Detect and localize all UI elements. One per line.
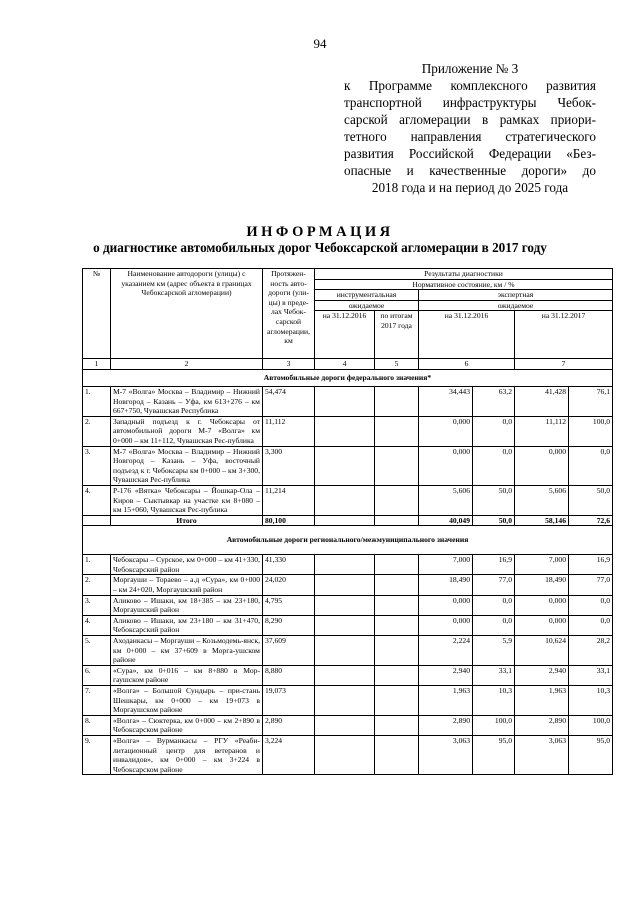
table-row [83, 665, 613, 685]
value-cell: 50,0 [569, 485, 613, 515]
value-cell: 10,624 [515, 636, 569, 666]
value-cell: 16,9 [473, 555, 515, 575]
section2-body [83, 555, 613, 775]
value-cell: 100,0 [569, 715, 613, 735]
road-length: 37,609 [263, 636, 315, 666]
empty-cell [315, 595, 375, 615]
row-number: 1. [83, 555, 111, 575]
empty-cell [315, 686, 375, 716]
road-length: 54,474 [263, 386, 315, 416]
value-cell: 0,000 [419, 416, 473, 446]
value-cell: 50,0 [473, 485, 515, 515]
empty-cell [315, 615, 375, 635]
value-cell: 0,0 [473, 595, 515, 615]
value-cell: 0,000 [515, 615, 569, 635]
total-value: 72,6 [569, 515, 613, 526]
table-row [83, 416, 613, 446]
road-length: 8,880 [263, 665, 315, 685]
road-name: Аходанкасы – Моргауши – Козьмодемь-янск, км 0+000 – км 37+609 в Морга-ушском районе [111, 636, 263, 666]
road-name: М-7 «Волга» Москва – Владимир – Нижний Новгород – Казань – Уфа, км 613+276 – км 667+750, Чувашская Республика [111, 386, 263, 416]
total-value: 40,049 [419, 515, 473, 526]
diagnostics-table [82, 268, 613, 775]
value-cell: 95,0 [473, 735, 515, 774]
row-number: 8. [83, 715, 111, 735]
empty-cell [315, 575, 375, 595]
value-cell: 16,9 [569, 555, 613, 575]
value-cell: 0,0 [569, 595, 613, 615]
value-cell: 1,963 [515, 686, 569, 716]
column-index: 6 [419, 359, 515, 370]
value-cell: 18,490 [419, 575, 473, 595]
empty-cell [315, 485, 375, 515]
row-number: 2. [83, 416, 111, 446]
value-cell: 77,0 [473, 575, 515, 595]
value-cell: 2,224 [419, 636, 473, 666]
row-number: 9. [83, 735, 111, 774]
value-cell: 2,890 [515, 715, 569, 735]
row-number: 3. [83, 446, 111, 485]
row-number: 5. [83, 636, 111, 666]
row-number: 7. [83, 686, 111, 716]
value-cell: 33,1 [569, 665, 613, 685]
document-subtitle: о диагностике автомобильных дорог Чебоксарской агломерации в 2017 году [93, 240, 547, 255]
appendix-heading: Приложение № 3 [421, 61, 519, 76]
value-cell: 5,9 [473, 636, 515, 666]
road-length: 11,214 [263, 485, 315, 515]
empty-cell [315, 386, 375, 416]
table-row [83, 715, 613, 735]
header-normative: Нормативное состояние, км / % [315, 279, 613, 290]
empty-cell [315, 735, 375, 774]
appendix-text [344, 77, 596, 196]
appendix-block [344, 60, 596, 196]
empty-cell [375, 416, 419, 446]
empty-cell [375, 446, 419, 485]
row-number: 2. [83, 575, 111, 595]
section-title: Автомобильные дороги федерального значения* [83, 369, 613, 386]
value-cell: 63,2 [473, 386, 515, 416]
section-title: Автомобильные дороги регионального/межмуниципального значения [83, 526, 613, 555]
header-instrumental: инструментальная [315, 290, 419, 301]
road-name: Аликово – Ишаки, км 23+180 – км 31+470, Чебоксарский район [111, 615, 263, 635]
empty-cell [375, 636, 419, 666]
row-number: 1. [83, 386, 111, 416]
header-date: на 31.12.2017 [515, 311, 613, 359]
empty-cell [375, 615, 419, 635]
value-cell: 3,063 [419, 735, 473, 774]
empty-cell [375, 715, 419, 735]
column-index: 4 [315, 359, 375, 370]
empty-cell [315, 715, 375, 735]
row-number: 4. [83, 615, 111, 635]
appendix-line: опасные и качественные дороги» до [344, 163, 596, 178]
total-label: Итого [111, 515, 263, 526]
row-number: 6. [83, 665, 111, 685]
value-cell: 11,112 [515, 416, 569, 446]
empty-cell [375, 686, 419, 716]
appendix-line: сарской агломерации в рамках приори- [344, 112, 596, 127]
header-expert: экспертная [419, 290, 613, 301]
empty-cell [375, 595, 419, 615]
table-row [83, 575, 613, 595]
header-date: на 31.12.2016 [419, 311, 515, 359]
column-index: 3 [263, 359, 315, 370]
section1-body [83, 386, 613, 515]
value-cell: 0,000 [419, 615, 473, 635]
empty-cell [315, 446, 375, 485]
total-value: 50,0 [473, 515, 515, 526]
column-index: 2 [111, 359, 263, 370]
value-cell: 7,000 [515, 555, 569, 575]
appendix-line: к Программе комплексного развития [344, 78, 596, 93]
header-results: Результаты диагностики [315, 269, 613, 280]
header-date: по итогам 2017 года [375, 311, 419, 359]
value-cell: 100,0 [473, 715, 515, 735]
table-row [83, 735, 613, 774]
header-date: на 31.12.2016 [315, 311, 375, 359]
road-name: М-7 «Волга» Москва – Владимир – Нижний Новгород – Казань – Уфа, восточный подъезд к г. Чебоксары км 0+000 – км 3+300, Чувашская Рес-публика [111, 446, 263, 485]
empty-cell [375, 386, 419, 416]
road-name: «Волга» – Большой Сундырь – при-стань Шешкары, км 0+000 – км 19+073 в Моргаушском районе [111, 686, 263, 716]
row-number: 3. [83, 595, 111, 615]
value-cell: 100,0 [569, 416, 613, 446]
value-cell: 5,606 [419, 485, 473, 515]
road-length: 24,020 [263, 575, 315, 595]
road-name: Западный подъезд к г. Чебоксары от автомобильной дороги М-7 «Волга» км 0+000 – км 11+112, Чувашская Рес-публика [111, 416, 263, 446]
road-name: «Сура», км 0+016 – км 8+880 в Мор-гаушском районе [111, 665, 263, 685]
road-name: Моргауши – Тораево – а.д «Сура», км 0+000 – км 24+020, Моргаушский район [111, 575, 263, 595]
table-row [83, 636, 613, 666]
value-cell: 28,2 [569, 636, 613, 666]
value-cell: 7,000 [419, 555, 473, 575]
road-name: Аликово – Ишаки, км 18+385 – км 23+180, Моргаушский район [111, 595, 263, 615]
empty-cell [375, 665, 419, 685]
value-cell: 0,0 [569, 446, 613, 485]
value-cell: 0,000 [515, 595, 569, 615]
value-cell: 5,606 [515, 485, 569, 515]
value-cell: 1,963 [419, 686, 473, 716]
value-cell: 0,0 [473, 416, 515, 446]
header-name: Наименование автодороги (улицы) с указанием км (адрес объекта в границах Чебоксарской агломерации) [111, 269, 263, 359]
empty-cell [315, 636, 375, 666]
empty-cell [315, 555, 375, 575]
road-length: 3,224 [263, 735, 315, 774]
value-cell: 0,0 [473, 446, 515, 485]
table-row [83, 686, 613, 716]
road-name: «Волга» – Сюктерка, км 0+000 – км 2+890 в Чебоксарском районе [111, 715, 263, 735]
value-cell: 0,000 [419, 446, 473, 485]
header-expected: ожидаемое [419, 300, 613, 311]
value-cell: 0,0 [473, 615, 515, 635]
empty-cell [375, 555, 419, 575]
road-name: Р-176 «Вятка» Чебоксары – Йошкар-Ола – Киров – Сыктывкар на участке км 8+080 – км 15+060, Чувашская Рес-публика [111, 485, 263, 515]
value-cell: 41,428 [515, 386, 569, 416]
appendix-line: транспортной инфраструктуры Чебок- [344, 95, 596, 110]
road-length: 3,300 [263, 446, 315, 485]
table-row [83, 485, 613, 515]
value-cell: 10,3 [473, 686, 515, 716]
appendix-line: 2018 года и на период до 2025 года [371, 180, 569, 195]
road-name: Чебоксары – Сурское, км 0+000 – км 41+330, Чебоксарский район [111, 555, 263, 575]
value-cell: 95,0 [569, 735, 613, 774]
value-cell: 2,940 [515, 665, 569, 685]
road-length: 11,112 [263, 416, 315, 446]
value-cell: 18,490 [515, 575, 569, 595]
empty-cell [375, 575, 419, 595]
header-length: Протяжен-ность авто-дороги (ули-цы) в преде-лах Чебок-сарской агломерации, км [263, 269, 315, 359]
row-number: 4. [83, 485, 111, 515]
empty-cell [315, 416, 375, 446]
value-cell: 2,890 [419, 715, 473, 735]
page-number: 94 [313, 36, 327, 51]
road-length: 8,290 [263, 615, 315, 635]
road-length: 4,795 [263, 595, 315, 615]
table-row [83, 446, 613, 485]
value-cell: 76,1 [569, 386, 613, 416]
value-cell: 3,063 [515, 735, 569, 774]
value-cell: 34,443 [419, 386, 473, 416]
road-name: «Волга» – Вурманкасы – РГУ «Реаби-литационный центр для ветеранов и инвалидов», км 0+000 – км 3+224 в Чебоксарском районе [111, 735, 263, 774]
value-cell: 0,000 [419, 595, 473, 615]
value-cell: 10,3 [569, 686, 613, 716]
header-num: № [83, 269, 111, 359]
value-cell: 33,1 [473, 665, 515, 685]
column-index: 5 [375, 359, 419, 370]
value-cell: 0,000 [515, 446, 569, 485]
total-value: 58,146 [515, 515, 569, 526]
document-title: ИНФОРМАЦИЯ [246, 224, 394, 240]
road-length: 41,330 [263, 555, 315, 575]
column-index: 7 [515, 359, 613, 370]
table-row [83, 555, 613, 575]
table-row [83, 386, 613, 416]
empty-cell [315, 665, 375, 685]
empty-cell [375, 735, 419, 774]
total-length: 80,100 [263, 515, 315, 526]
road-length: 2,890 [263, 715, 315, 735]
appendix-line: развития Российской Федерации «Без- [344, 146, 596, 161]
value-cell: 2,940 [419, 665, 473, 685]
empty-cell [375, 485, 419, 515]
appendix-line: тетного направления стратегического [344, 129, 596, 144]
value-cell: 77,0 [569, 575, 613, 595]
table-row [83, 595, 613, 615]
value-cell: 0,0 [569, 615, 613, 635]
column-index: 1 [83, 359, 111, 370]
header-expected: ожидаемое [315, 300, 419, 311]
table-row [83, 615, 613, 635]
road-length: 19,073 [263, 686, 315, 716]
